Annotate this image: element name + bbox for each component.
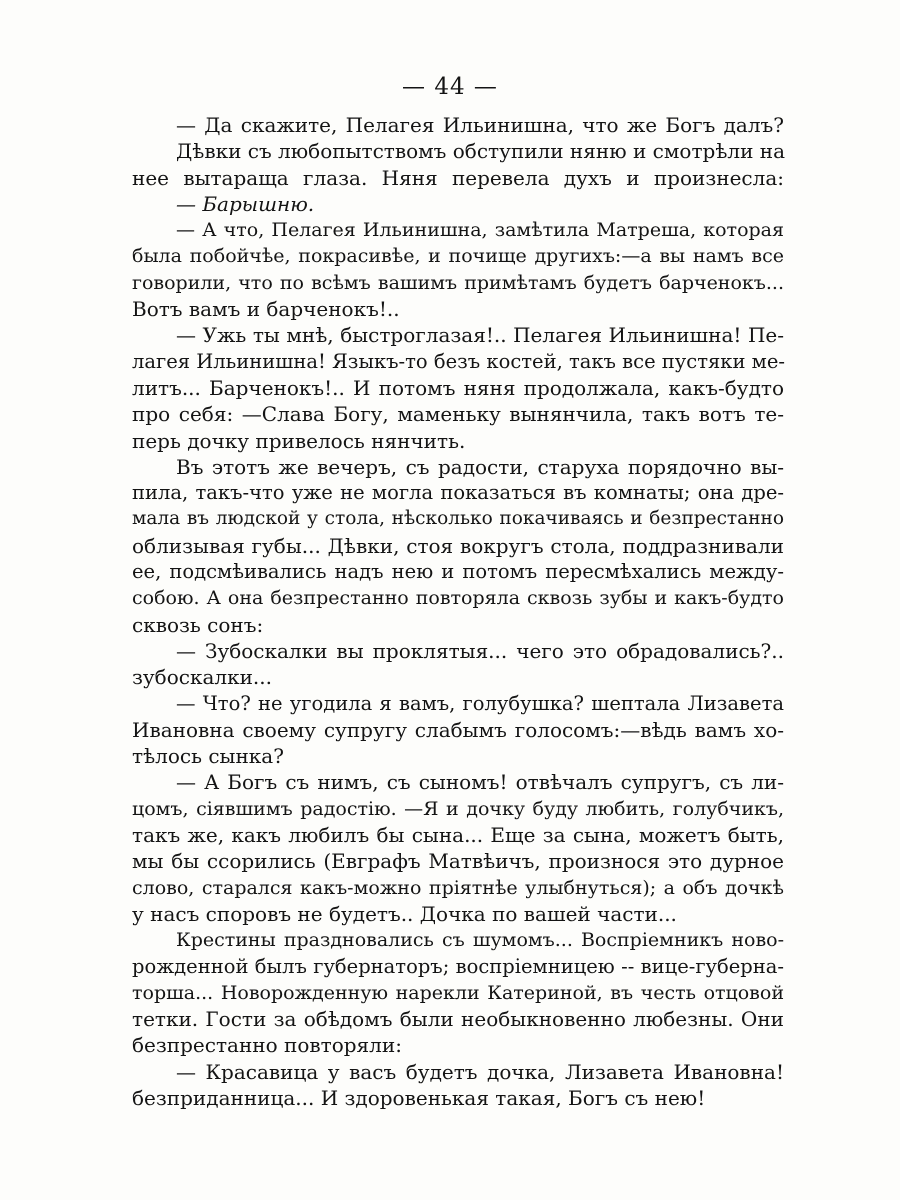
text-line: перь дочку привелось нянчить. <box>132 428 466 453</box>
text-line: облизывая губы... Дѣвки, стоя вокругъ стола, поддразнивали <box>132 533 784 558</box>
body-text <box>132 112 784 1111</box>
text-line: — Что? не угодила я вамъ, голубушка? шептала Лизавета <box>176 691 784 715</box>
text-line: такъ же, какъ любилъ бы сына... Еще за сына, можетъ быть, <box>132 823 784 848</box>
text-line: у насъ споровъ не будетъ.. Дочка по вашей части... <box>132 901 677 926</box>
text-line: нее вытаращa глаза. Няня перевела духъ и произнесла: <box>132 165 784 190</box>
text-line: Вотъ вамъ и барченокъ!.. <box>132 297 400 322</box>
text-line: тетки. Гости за обѣдомъ были необыкновенно любезны. Они <box>132 1007 784 1032</box>
text-line: — А Богъ съ нимъ, съ сыномъ! отвѣчалъ супругъ, съ ли- <box>176 770 784 795</box>
text-line: — А что, Пелагея Ильинишна, замѣтила Матреша, которая <box>176 219 784 242</box>
text-line: говорили, что по всѣмъ вашимъ примѣтамъ будетъ барченокъ... <box>132 271 784 294</box>
text-line: собою. А она безпрестанно повторяла сквозь зубы и какъ-будто <box>132 587 784 610</box>
text-line: была побойчѣе, покрасивѣе, и почище другихъ:—а вы намъ все <box>132 245 784 268</box>
text-line: слово, старался какъ-можно пріятнѣе улыбнуться); а объ дочкѣ <box>132 876 784 899</box>
text-line: Дѣвки съ любопытствомъ обступили няню и смотрѣли на <box>176 139 786 164</box>
text-line: торша... Новорожденную нарекли Катериной, въ честь отцовой <box>132 981 784 1004</box>
text-line: пила, такъ-что уже не могла показаться въ комнаты; она дре- <box>132 481 784 505</box>
text-line: зубоскалки... <box>132 665 272 690</box>
text-line: про себя: —Слава Богу, маменьку вынянчила, такъ вотъ те- <box>132 402 784 427</box>
text-line: лагея Ильинишна! Языкъ-то безъ костей, такъ все пустяки ме- <box>132 349 785 373</box>
text-line: безприданница... И здоровенькая такая, Богъ съ нею! <box>132 1085 706 1110</box>
text-line: Въ этотъ же вечеръ, съ радости, старуха порядочно вы- <box>176 454 784 479</box>
text-line: Крестины праздновались съ шумомъ... Воспріемникъ ново- <box>176 929 784 952</box>
text-line: литъ... Барченокъ!.. И потомъ няня продолжала, какъ-будто <box>132 375 784 400</box>
text-line: — Ужь ты мнѣ, быстроглазая!.. Пелагея Ильинишна! Пе- <box>176 323 784 348</box>
text-line: безпрестанно повторяли: <box>132 1033 402 1058</box>
text-line: Ивановна своему супругу слабымъ голосомъ:—вѣдь вамъ хо- <box>132 717 784 742</box>
text-line: — Барышню. <box>176 191 315 216</box>
text-line: — Да скажите, Пелагея Ильинишна, что же Богъ далъ? <box>176 113 784 137</box>
text-line: рожденной былъ губернаторъ; воспріемницею -- вице-губерна- <box>132 954 784 978</box>
text-line: — Зубоскалки вы проклятыя... чего это обрадовались?.. <box>176 638 784 663</box>
text-line: тѣлось сынка? <box>132 744 284 769</box>
text-line: ее, подсмѣивались надъ нею и потомъ пересмѣхались между- <box>132 560 784 584</box>
text-line: мы бы ссорились (Евграфъ Матвѣичъ, произнося это дурное <box>132 849 784 874</box>
text-line: мала въ людской у стола, нѣсколько покачиваясь и безпрестанно <box>132 508 784 530</box>
page-number: — 44 — <box>402 74 498 100</box>
text-line: цомъ, сіявшимъ радостію. —Я и дочку буду любить, голубчикъ, <box>132 797 784 820</box>
text-line: — Красавица у васъ будетъ дочка, Лизавета Ивановна! <box>176 1059 784 1084</box>
text-line: сквозь сонъ: <box>132 612 264 637</box>
